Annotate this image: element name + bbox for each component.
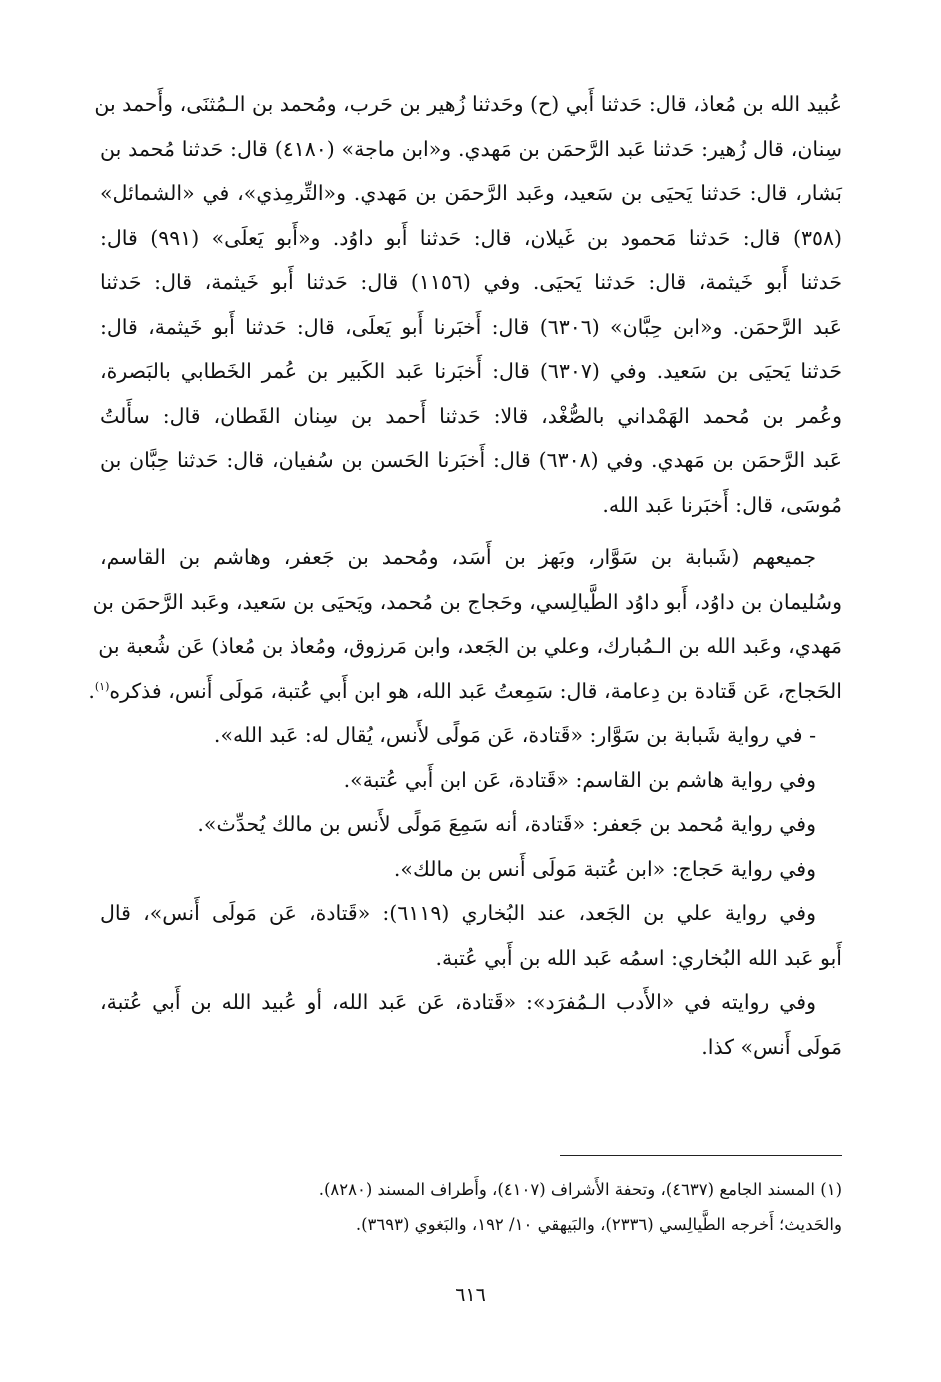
text-line: وفي رواية مُحمد بن جَعفر: «قَتادة، أنه سَمِعَ مَولًى لأَنس بن مالك يُحدِّث». (197, 812, 816, 836)
footnotes (190, 1172, 842, 1242)
paragraph-variant-muhammad (100, 802, 842, 847)
text-line: جميعهم (شَبابة بن سَوَّار، وبَهز بن أَسَد، ومُحمد بن جَعفر، وهاشم بن القاسم، (100, 545, 816, 569)
paragraph-variant-adab (100, 980, 842, 1069)
footnote-line: (١) المسند الجامع (٤٦٣٧)، وتحفة الأَشراف (٤١٠٧)، وأَطراف المسند (٨٢٨٠). (318, 1180, 842, 1199)
text-line: حَدثنا أَبو خَيثمة، قال: حَدثنا يَحيَى. وفي (١١٥٦) قال: حَدثنا أَبو خَيثمة، قال: حَدثنا (100, 270, 843, 294)
text-line: وفي رواية علي بن الجَعد، عند البُخاري (٦١١٩): «قَتادة، عَن مَولَى أَنس»، قال (100, 901, 816, 925)
text-line: مَولَى أَنس» كذا. (701, 1034, 842, 1059)
text-line: مُوسَى، قال: أَخبَرنا عَبد الله. (602, 492, 842, 517)
paragraph-variant-hajjaj (100, 847, 842, 892)
text-line: وفي رواية حَجاج: «ابن عُتبة مَولَى أَنس بن مالك». (393, 856, 816, 881)
text-line: حَدثنا يَحيَى بن سَعيد. وفي (٦٣٠٧) قال: أَخبَرنا عَبد الكَبير بن عُمر الخَطابي بالبَصرة، (100, 359, 842, 383)
footnote-line: والحَديث؛ أَخرجه الطَّيالِسي (٢٣٣٦)، والبَيهقي ١٠/ ١٩٢، والبَغوي (٣٦٩٣). (355, 1215, 842, 1234)
main-text (88, 82, 843, 1069)
text-line: وسُليمان بن داوُد، أَبو داوُد الطَّيالِسي، وحَجاج بن مُحمد، ويَحيَى بن سَعيد، وعَبد الرَّحمَن بن (92, 589, 842, 614)
text-line: (٣٥٨) قال: حَدثنا مَحمود بن غَيلان، قال: حَدثنا أَبو داوُد. و«أَبو يَعلَى» (٩٩١) قال: (100, 225, 842, 250)
paragraph-variant-hashim (100, 758, 842, 803)
text-line: أَبو عَبد الله البُخاري: اسمُه عَبد الله بن أَبي عُتبة. (435, 945, 842, 970)
text-line: مَهدي، وعَبد الله بن الـمُبارك، وعلي بن الجَعد، وابن مَرزوق، ومُعاذ بن مُعاذ) عَن شُعبة بن (98, 634, 842, 658)
page-number: ٦١٦ (455, 1284, 486, 1306)
text-line: الحَجاج، عَن قَتادة بن دِعامة، قال: سَمِعتُ عَبد الله، هو ابن أَبي عُتبة، مَولَى أَنس، فذكره$^{(١)}$. (88, 678, 842, 703)
text-line: - في رواية شَبابة بن سَوَّار: «قَتادة، عَن مَولًى لأَنس، يُقال له: عَبد الله». (213, 723, 816, 747)
text-line: سِنان، قال زُهير: حَدثنا عَبد الرَّحمَن بن مَهدي. و«ابن ماجة» (٤١٨٠) قال: حَدثنا مُحمد بن (100, 136, 842, 161)
footnote-divider (560, 1155, 842, 1156)
text-line: وفي رواية هاشم بن القاسم: «قَتادة، عَن ابن أَبي عُتبة». (343, 767, 816, 792)
text-line: بَشار، قال: حَدثنا يَحيَى بن سَعيد، وعَبد الرَّحمَن بن مَهدي. و«التِّرمِذي»، في «الشمائل» (100, 181, 842, 205)
footnote-mark: (١) (94, 679, 110, 693)
paragraph-isnad-sources (94, 82, 843, 527)
text-line: وعُمر بن مُحمد الهَمْداني بالصُّغْد، قالا: حَدثنا أَحمد بن سِنان القَطان، قال: سأَلتُ (100, 403, 842, 428)
text-line: عَبد الرَّحمَن بن مَهدي. وفي (٦٣٠٨) قال: أَخبَرنا الحَسن بن سُفيان، قال: حَدثنا حِبَّان بن (100, 448, 842, 472)
text-line: عَبد الرَّحمَن. و«ابن حِبَّان» (٦٣٠٦) قال: أَخبَرنا أَبو يَعلَى، قال: حَدثنا أَبو خَيثمة، قال: (100, 314, 842, 339)
paragraph-variant-shababa (100, 713, 842, 758)
text-line: عُبيد الله بن مُعاذ، قال: حَدثنا أَبي (ح) وحَدثنا زُهير بن حَرب، ومُحمد بن الـمُثنَى، وأَحمد بن (94, 92, 842, 116)
paragraph-narrators (88, 535, 842, 713)
text-line: وفي روايته في «الأَدب الـمُفرَد»: «قَتادة، عَن عَبد الله، أو عُبيد الله بن أَبي عُتبة، (100, 990, 816, 1014)
paragraph-variant-ali (100, 891, 842, 980)
text-line-content: الحَجاج، عَن قَتادة بن دِعامة، قال: سَمِعتُ عَبد الله، هو ابن أَبي عُتبة، مَولَى أَنس، فذكره (109, 678, 842, 703)
